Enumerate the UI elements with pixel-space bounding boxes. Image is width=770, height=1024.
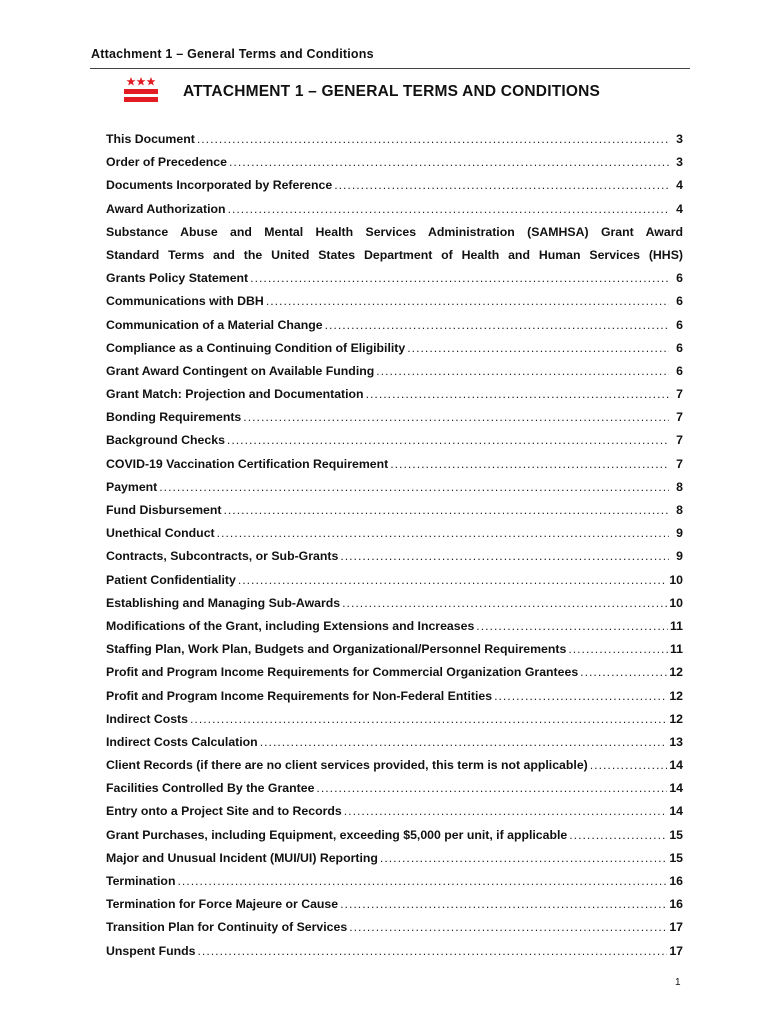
toc-leader-dots [190, 708, 667, 731]
toc-entry[interactable] [106, 476, 683, 499]
toc-entry[interactable] [106, 661, 683, 684]
toc-entry[interactable] [106, 824, 683, 847]
toc-entry[interactable] [106, 592, 683, 615]
toc-entry-page: 4 [676, 178, 683, 193]
toc-leader-dots [159, 476, 669, 499]
toc-entry-title: Grants Policy Statement [106, 271, 249, 286]
toc-entry-title: Profit and Program Income Requirements for Commercial Organization Grantees [106, 665, 579, 680]
toc-entry[interactable] [106, 383, 683, 406]
toc-entry-title: Indirect Costs Calculation [106, 734, 258, 749]
toc-entry[interactable] [106, 893, 683, 916]
toc-entry-title: This Document [106, 132, 195, 146]
toc-entry-page: 12 [669, 711, 683, 726]
toc-leader-dots [266, 290, 669, 313]
toc-leader-dots [227, 429, 669, 452]
toc-entry-page: 10 [669, 572, 683, 587]
toc-entry-page: 12 [669, 688, 683, 703]
toc-entry[interactable] [106, 429, 683, 452]
toc-entry-page: 6 [676, 271, 683, 286]
flag-bar-top [124, 89, 158, 94]
toc-entry-page: 3 [676, 155, 683, 170]
toc-entry-page: 6 [676, 317, 683, 332]
toc-leader-dots [340, 545, 669, 568]
toc-entry-page: 8 [676, 479, 683, 494]
toc-entry-page: 13 [669, 734, 683, 749]
toc-leader-dots [349, 916, 667, 939]
toc-entry-title: Bonding Requirements [106, 410, 242, 425]
toc-entry[interactable] [106, 708, 683, 731]
toc-entry[interactable] [106, 406, 683, 429]
toc-entry-title: Unspent Funds [106, 943, 196, 958]
toc-leader-dots [476, 615, 668, 638]
document-title: ATTACHMENT 1 – GENERAL TERMS AND CONDITIONS [183, 83, 601, 100]
toc-entry-page: 14 [669, 781, 683, 796]
toc-entry[interactable] [106, 870, 683, 893]
table-of-contents [106, 128, 683, 963]
toc-leader-dots [334, 174, 669, 197]
toc-entry[interactable] [106, 499, 683, 522]
toc-entry-page: 4 [676, 201, 683, 216]
toc-entry[interactable] [106, 685, 683, 708]
running-header: Attachment 1 – General Terms and Conditions [91, 47, 374, 61]
page-number: 1 [675, 977, 681, 988]
toc-leader-dots [198, 940, 668, 963]
toc-entry-title: Compliance as a Continuing Condition of Eligibility [106, 340, 406, 355]
toc-entry-title: Indirect Costs [106, 711, 188, 726]
toc-leader-dots [260, 731, 668, 754]
toc-entry-page: 3 [676, 132, 683, 146]
toc-entry[interactable] [106, 916, 683, 939]
toc-entry-page: 7 [676, 456, 683, 471]
toc-entry-title: Termination [106, 874, 176, 888]
toc-leader-dots [197, 128, 669, 151]
toc-entry[interactable] [106, 151, 683, 174]
toc-leader-dots [340, 893, 667, 916]
toc-entry-page: 14 [669, 758, 683, 773]
toc-entry-title: Establishing and Managing Sub-Awards [106, 595, 341, 610]
toc-entry-title: Entry onto a Project Site and to Records [106, 804, 342, 819]
toc-entry-title: Unethical Conduct [106, 526, 215, 541]
toc-entry-page: 10 [669, 595, 683, 610]
toc-leader-dots [366, 383, 669, 406]
toc-entry-page: 11 [670, 642, 683, 657]
toc-entry-page: 17 [669, 943, 683, 958]
toc-leader-dots [243, 406, 669, 429]
toc-entry-title: Background Checks [106, 433, 225, 448]
toc-entry-title: Grant Purchases, including Equipment, exceeding $5,000 per unit, if applicable [106, 827, 568, 842]
toc-entry[interactable] [106, 337, 683, 360]
toc-entry-last-line [106, 267, 683, 290]
toc-entry[interactable] [106, 754, 683, 777]
toc-entry-line: Substance Abuse and Mental Health Services Administration (SAMHSA) Grant Award [106, 224, 683, 239]
toc-leader-dots [569, 824, 667, 847]
toc-leader-dots [407, 337, 669, 360]
toc-entry[interactable] [106, 198, 683, 221]
toc-entry-page: 9 [676, 526, 683, 541]
toc-entry[interactable] [106, 453, 683, 476]
toc-entry[interactable] [106, 128, 683, 151]
toc-entry-page: 6 [676, 363, 683, 378]
toc-leader-dots [316, 777, 667, 800]
toc-entry-title: Modifications of the Grant, including Extensions and Increases [106, 618, 475, 633]
toc-leader-dots [390, 453, 669, 476]
toc-entry[interactable] [106, 800, 683, 823]
toc-entry-page: 12 [669, 665, 683, 680]
toc-entry-page: 17 [669, 920, 683, 935]
toc-entry-page: 9 [676, 549, 683, 564]
toc-leader-dots [325, 314, 669, 337]
toc-entry[interactable] [106, 569, 683, 592]
flag-stars [127, 77, 156, 86]
toc-leader-dots [238, 569, 668, 592]
toc-entry-title: COVID-19 Vaccination Certification Requirement [106, 456, 389, 471]
toc-entry-page: 6 [676, 340, 683, 355]
toc-entry-page: 14 [669, 804, 683, 819]
toc-entry-title: Facilities Controlled By the Grantee [106, 781, 315, 796]
toc-entry-title: Order of Precedence [106, 155, 227, 170]
toc-entry-title: Termination for Force Majeure or Cause [106, 897, 339, 912]
toc-entry[interactable] [106, 522, 683, 545]
toc-entry[interactable] [106, 638, 683, 661]
toc-entry-page: 16 [669, 874, 683, 888]
toc-entry-page: 7 [676, 433, 683, 448]
header-rule [90, 68, 690, 69]
toc-leader-dots [580, 661, 667, 684]
toc-leader-dots [177, 870, 667, 893]
toc-entry-page: 7 [676, 410, 683, 425]
toc-entry[interactable] [106, 314, 683, 337]
toc-entry-title: Payment [106, 479, 158, 494]
toc-entry-page: 7 [676, 387, 683, 402]
toc-entry-page: 15 [669, 850, 683, 865]
toc-leader-dots [228, 198, 669, 221]
toc-leader-dots [376, 360, 669, 383]
toc-entry-title: Client Records (if there are no client services provided, this term is not applicable) [106, 758, 588, 773]
toc-entry-page: 8 [676, 503, 683, 517]
toc-entry-title: Transition Plan for Continuity of Services [106, 920, 348, 935]
toc-entry-title: Communications with DBH [106, 294, 264, 309]
toc-entry-title: Award Authorization [106, 201, 226, 216]
flag-bar-bottom [124, 97, 158, 102]
toc-entry[interactable] [106, 545, 683, 568]
toc-entry[interactable] [106, 174, 683, 197]
toc-leader-dots [342, 592, 667, 615]
toc-entry-page: 16 [669, 897, 683, 912]
toc-entry-title: Profit and Program Income Requirements for Non-Federal Entities [106, 688, 493, 703]
toc-entry-line: Standard Terms and the United States Department of Health and Human Services (HHS) [106, 247, 683, 262]
toc-entry-samhsa[interactable] [106, 221, 683, 291]
toc-leader-dots [344, 800, 668, 823]
dc-flag-icon [124, 76, 158, 104]
toc-entry[interactable] [106, 290, 683, 313]
toc-entry-title: Major and Unusual Incident (MUI/UI) Reporting [106, 850, 378, 865]
toc-entry-title: Grant Award Contingent on Available Funding [106, 363, 375, 378]
toc-entry-title: Documents Incorporated by Reference [106, 178, 333, 193]
toc-leader-dots [250, 267, 669, 290]
toc-entry[interactable] [106, 847, 683, 870]
toc-entry[interactable] [106, 940, 683, 963]
toc-entry-title: Patient Confidentiality [106, 572, 236, 587]
toc-entry-title: Communication of a Material Change [106, 317, 323, 332]
toc-entry-title: Grant Match: Projection and Documentation [106, 387, 364, 402]
toc-entry[interactable] [106, 360, 683, 383]
toc-leader-dots [590, 754, 668, 777]
toc-entry-title: Fund Disbursement [106, 503, 222, 517]
toc-leader-dots [217, 522, 669, 545]
toc-leader-dots [229, 151, 669, 174]
toc-entry-page: 6 [676, 294, 683, 309]
toc-leader-dots [223, 499, 669, 522]
toc-entry-title: Staffing Plan, Work Plan, Budgets and Organizational/Personnel Requirements [106, 642, 567, 657]
toc-leader-dots [568, 638, 668, 661]
toc-entry-page: 15 [669, 827, 683, 842]
toc-entry[interactable] [106, 777, 683, 800]
toc-leader-dots [380, 847, 667, 870]
toc-leader-dots [494, 685, 667, 708]
toc-entry-title: Contracts, Subcontracts, or Sub-Grants [106, 549, 339, 564]
toc-entry[interactable] [106, 731, 683, 754]
toc-entry-page: 11 [670, 618, 683, 633]
toc-entry[interactable] [106, 615, 683, 638]
